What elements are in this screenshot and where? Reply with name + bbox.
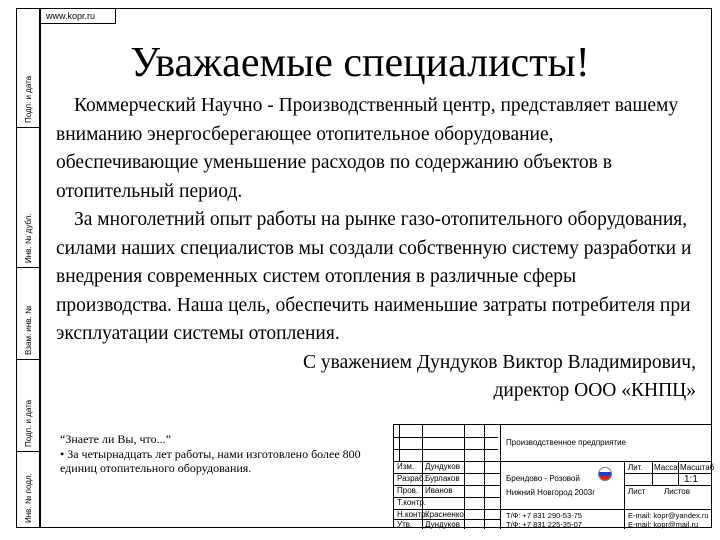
letter-title: Уважаемые специалисты! xyxy=(130,40,590,86)
stamp-row-label: Н.контр. xyxy=(397,510,428,519)
sidebar-label: Инв. № дубл. xyxy=(24,213,33,263)
top-label: www.kopr.ru xyxy=(40,8,116,24)
sidebar-cell xyxy=(17,359,39,451)
stamp-email-2: E-mail: kopr@mail.ru xyxy=(628,520,699,529)
signature-position: директор ООО «КНПЦ» xyxy=(493,380,696,401)
stamp-row-label: Пров. xyxy=(397,486,419,495)
stamp-doc-title: Производственное предприятие xyxy=(506,438,627,447)
stamp-row-name: Иванов xyxy=(425,486,453,495)
stamp-phone-1: Т/Ф: +7 831 290-53-75 xyxy=(506,511,582,520)
stamp-org-line1: Брендово - Розовой xyxy=(506,474,580,483)
stamp-row-label: Т.контр. xyxy=(397,498,427,507)
stamp-col-mass: Масса xyxy=(654,463,678,472)
stamp-col-lit: Лит. xyxy=(628,463,643,472)
flag-stripe-red xyxy=(599,476,611,480)
stamp-row-name: Дундуков xyxy=(425,520,460,529)
stamp-row-name: Дундуков xyxy=(425,462,460,471)
note-heading: “Знаете ли Вы, что...” xyxy=(60,432,171,446)
stamp-sheet-label: Лист xyxy=(628,487,646,496)
sidebar-cell xyxy=(17,267,39,359)
stamp-row-label: Разраб. xyxy=(397,474,426,483)
note-bullet: • За четырнадцать лет работы, нами изготовлено более 800 единиц отопительного оборудования. xyxy=(60,446,361,475)
stamp-email-1: E-mail: kopr@yandex.ru xyxy=(628,511,709,520)
stamp-row-label: Изм. xyxy=(397,462,415,471)
stamp-scale-value: 1:1 xyxy=(684,474,698,485)
stamp-row-name: Красненко xyxy=(425,510,464,519)
did-you-know-note xyxy=(60,432,390,476)
sidebar-cell xyxy=(17,451,39,527)
paragraph-intro: Коммерческий Научно - Производственный центр, представляет вашему вниманию энергосберегающее отопительное оборудование, обеспечивающие уменьшение расходов по содержанию объектов в отопительный период. xyxy=(56,95,679,202)
sidebar-label: Подп. и дата xyxy=(24,75,33,123)
stamp-col-scale: Масштаб xyxy=(680,463,715,472)
russian-flag-icon xyxy=(598,467,612,481)
paragraph-experience: За многолетний опыт работы на рынке газо-отопительного оборудования, силами наших специалистов мы создали собственную систему разработки и внедрения современных систем отопления в различные сферы производства. Наша цель, обеспечить наименьшие затраты потребителя при эксплуатации системы отопления. xyxy=(56,209,692,344)
stamp-row-label: Утв. xyxy=(397,520,413,529)
stamp-row-name: Бурлаков xyxy=(425,474,460,483)
sidebar-label: Подп. и дата xyxy=(24,399,33,447)
letter-body xyxy=(56,92,696,406)
stamp-org-line2: Нижний Новгород 2003г xyxy=(506,488,596,497)
sidebar-label: Инв. № подл. xyxy=(24,473,33,523)
title-block xyxy=(393,424,715,529)
stamp-sheets-label: Листов xyxy=(664,487,690,496)
signature-name: С уважением Дундуков Виктор Владимирович, xyxy=(303,351,696,373)
sidebar-cell xyxy=(17,127,39,267)
stamp-phone-2: Т/Ф: +7 831 225-35-07 xyxy=(506,520,582,529)
sidebar-label: Взам. инв. № xyxy=(24,305,33,355)
